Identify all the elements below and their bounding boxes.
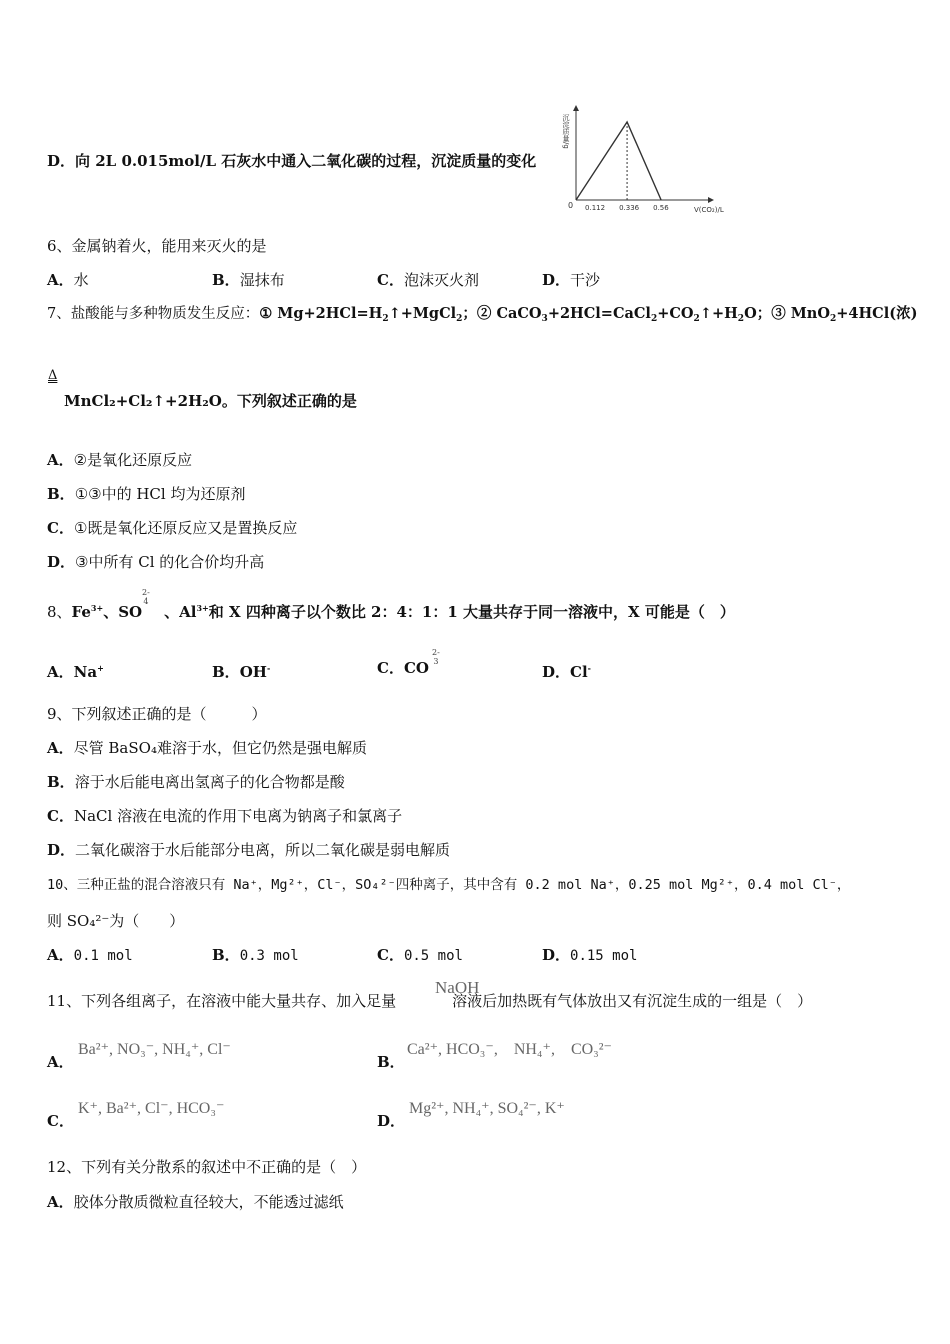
graph-series-line: [576, 122, 661, 200]
q6-option-d: D．干沙: [542, 271, 601, 289]
precipitate-graph: [562, 104, 738, 214]
graph-ylabel: 沉淀质量/g: [562, 114, 570, 149]
graph-y-arrow: [573, 105, 579, 111]
q7-option-a: A．②是氧化还原反应: [47, 451, 193, 469]
q9-option-b: B．溶于水后能电离出氢离子的化合物都是酸: [47, 773, 345, 791]
graph-xlabel: V(CO₂)/L: [694, 206, 724, 214]
q12-option-a: A．胶体分散质微粒直径较大，不能透过滤纸: [47, 1193, 344, 1211]
q11-naoh: NaOH: [435, 978, 480, 997]
q8-so4-charge-stack: 2- 4: [142, 588, 150, 606]
q7-stem: 7、盐酸能与多种物质发生反应：① $Mg+2HCl=H_2↑+MgCl_2$；② $CaCO_3+2HCl=CaCl_2+CO_2↑+H_2O$；③ MnO$_2$+4HCl(浓): [47, 305, 918, 324]
q10-option-d: D．0.15 mol: [542, 946, 638, 964]
q11-option-d-text: Mg²⁺, NH₄⁺, SO₄²⁻, K⁺: [409, 1100, 565, 1117]
q11-option-c-text: K⁺, Ba²⁺, Cl⁻, HCO₃⁻: [78, 1100, 225, 1117]
q9-option-d: D．二氧化碳溶于水后能部分电离，所以二氧化碳是弱电解质: [47, 841, 451, 859]
q8-option-b: B．OH-: [212, 663, 271, 681]
q7-line2: MnCl₂+Cl₂↑+2H₂O。下列叙述正确的是: [64, 392, 357, 410]
q10-option-b: B．0.3 mol: [212, 946, 299, 964]
q5-option-d: D．向 2L 0.015mol/L 石灰水中通入二氧化碳的过程，沉淀质量的变化: [47, 152, 537, 170]
q10-option-a: A．0.1 mol: [47, 946, 133, 964]
q10-line2: 则 SO₄²⁻为（ ）: [47, 912, 185, 930]
q7-delta: Δ: [48, 368, 58, 383]
graph-tick-label: 0.56: [653, 204, 669, 212]
q7-option-d: D．③中所有 Cl 的化合价均升高: [47, 553, 265, 571]
graph-tick-label: 0.336: [619, 204, 640, 212]
q9-option-c: C．NaCl 溶液在电流的作用下电离为钠离子和氯离子: [47, 807, 403, 825]
q8-option-d: D．Cl-: [542, 663, 591, 681]
q11-stem: 11、下列各组离子，在溶液中能大量共存、加入足量 溶液后加热既有气体放出又有沉淀生成的一组是（ ）: [47, 992, 813, 1010]
q8-option-c: C．CO: [377, 659, 429, 677]
q8-option-a: A．Na+: [47, 663, 104, 681]
q11-option-b-text: Ca²⁺, HCO₃⁻, NH₄⁺, CO₃²⁻: [407, 1041, 613, 1058]
q6-option-b: B．湿抹布: [212, 271, 285, 289]
q6-option-a: A．水: [47, 271, 89, 289]
q12-stem: 12、下列有关分散系的叙述中不正确的是（ ）: [47, 1158, 367, 1176]
graph-x-arrow: [708, 197, 714, 203]
q6-stem: 6、金属钠着火，能用来灭火的是: [47, 237, 267, 255]
q7-option-c: C．①既是氧化还原反应又是置换反应: [47, 519, 298, 537]
q8-stem: 8、$Fe^{3+}$、SO 、$Al^{3+}$和 X 四种离子以个数比 2：4：1：1 大量共存于同一溶液中，X 可能是（ ）: [47, 603, 735, 621]
q11-option-a-label: A．: [47, 1053, 74, 1071]
q9-option-a: A．尽管 BaSO₄难溶于水，但它仍然是强电解质: [47, 739, 367, 757]
q11-option-a-text: Ba²⁺, NO₃⁻, NH₄⁺, Cl⁻: [78, 1041, 231, 1058]
q6-option-c: C．泡沫灭火剂: [377, 271, 479, 289]
q11-option-c-label: C．: [47, 1112, 74, 1130]
graph-tick-label: 0.112: [585, 204, 606, 212]
graph-origin: 0: [568, 201, 574, 210]
q7-option-b: B．①③中的 HCl 均为还原剂: [47, 485, 246, 503]
q9-stem: 9、下列叙述正确的是（ ）: [47, 705, 267, 723]
q10-line1: 10、三种正盐的混合溶液只有 Na⁺，Mg²⁺，Cl⁻，SO₄²⁻四种离子，其中含有 0.2 mol Na⁺，0.25 mol Mg²⁺，0.4 mol Cl⁻，: [47, 877, 851, 893]
q10-option-c: C．0.5 mol: [377, 946, 463, 964]
q11-option-d-label: D．: [377, 1112, 406, 1130]
q8-co3-charge-stack: 2- 3: [432, 648, 440, 666]
graph-series: [576, 122, 669, 212]
q11-option-b-label: B．: [377, 1053, 405, 1071]
